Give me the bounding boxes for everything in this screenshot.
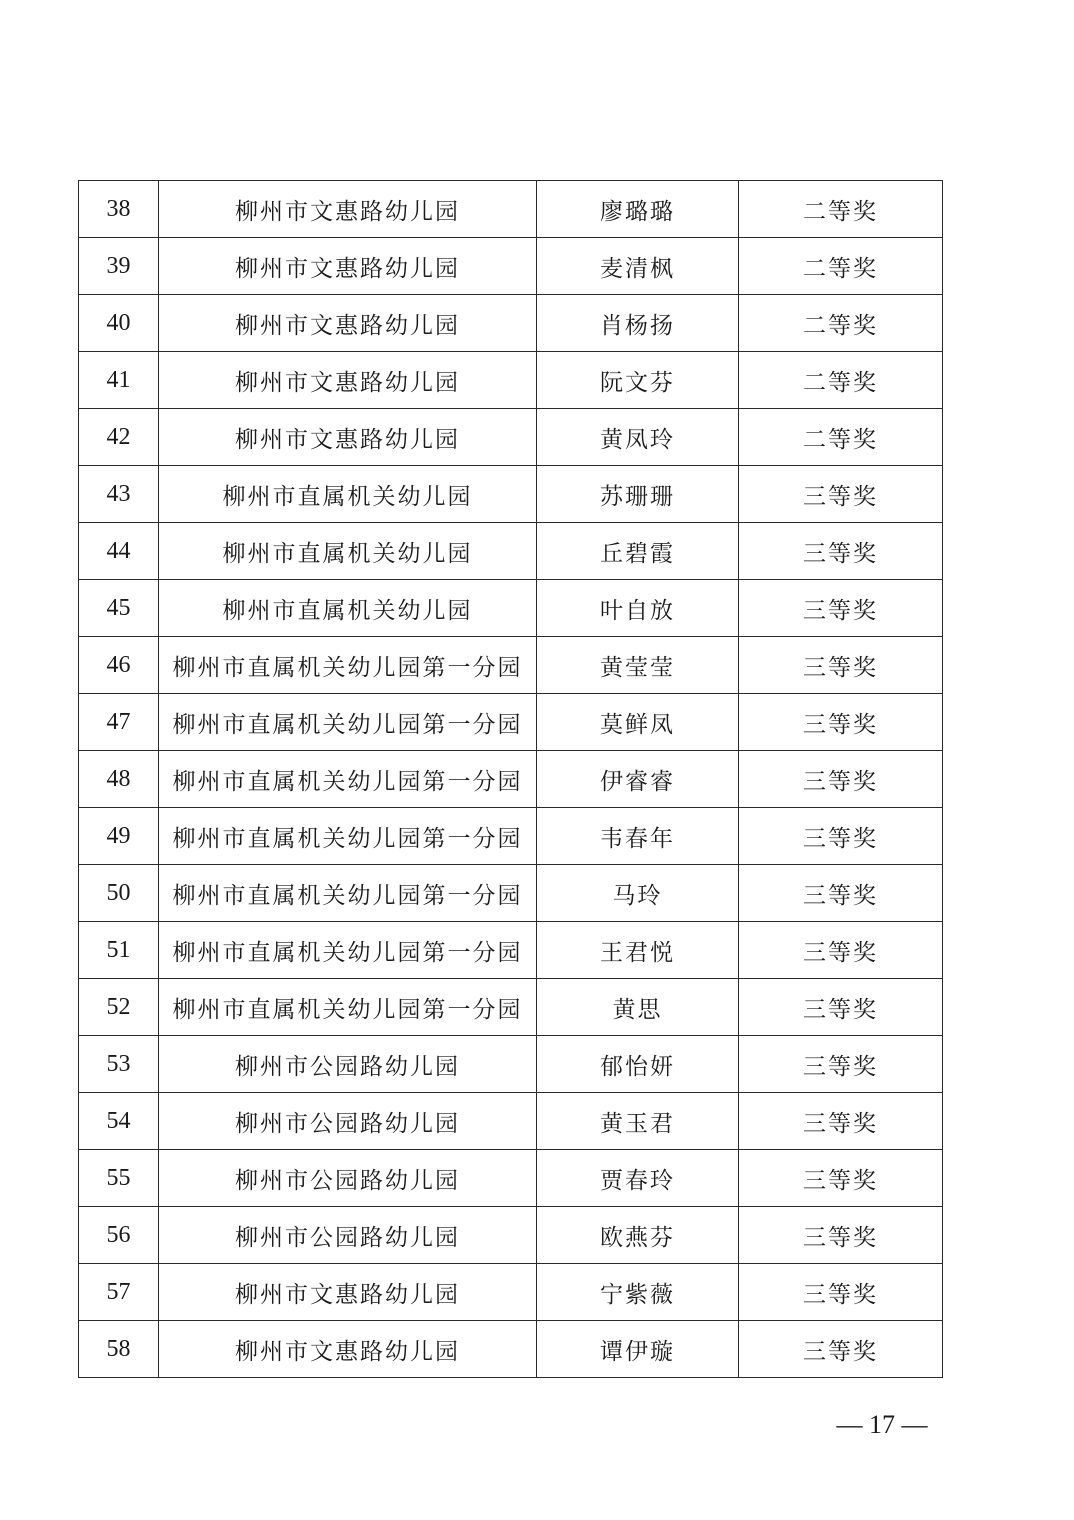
- teacher-name-cell: 阮文芬: [537, 352, 739, 409]
- teacher-name-cell: 苏珊珊: [537, 466, 739, 523]
- row-number-cell: 51: [79, 922, 159, 979]
- school-name-cell: 柳州市文惠路幼儿园: [159, 352, 537, 409]
- table-row: [79, 1207, 943, 1264]
- teacher-name-cell: 叶自放: [537, 580, 739, 637]
- award-level-cell: 三等奖: [739, 808, 943, 865]
- row-number-cell: 42: [79, 409, 159, 466]
- award-level-cell: 三等奖: [739, 922, 943, 979]
- teacher-name-cell: 贾春玲: [537, 1150, 739, 1207]
- school-name-cell: 柳州市文惠路幼儿园: [159, 1321, 537, 1378]
- row-number-cell: 47: [79, 694, 159, 751]
- row-number-cell: 57: [79, 1264, 159, 1321]
- row-number-cell: 40: [79, 295, 159, 352]
- school-name-cell: 柳州市文惠路幼儿园: [159, 238, 537, 295]
- school-name-cell: 柳州市直属机关幼儿园第一分园: [159, 922, 537, 979]
- teacher-name-cell: 肖杨扬: [537, 295, 739, 352]
- teacher-name-cell: 郁怡妍: [537, 1036, 739, 1093]
- award-level-cell: 三等奖: [739, 1321, 943, 1378]
- row-number-cell: 38: [79, 181, 159, 238]
- teacher-name-cell: 黄莹莹: [537, 637, 739, 694]
- school-name-cell: 柳州市公园路幼儿园: [159, 1207, 537, 1264]
- table-row: [79, 694, 943, 751]
- row-number-cell: 52: [79, 979, 159, 1036]
- table-row: [79, 865, 943, 922]
- page-number: — 17 —: [836, 1410, 928, 1439]
- table-row: [79, 580, 943, 637]
- teacher-name-cell: 谭伊璇: [537, 1321, 739, 1378]
- school-name-cell: 柳州市文惠路幼儿园: [159, 409, 537, 466]
- row-number-cell: 56: [79, 1207, 159, 1264]
- table-row: [79, 1093, 943, 1150]
- row-number-cell: 58: [79, 1321, 159, 1378]
- school-name-cell: 柳州市直属机关幼儿园第一分园: [159, 694, 537, 751]
- school-name-cell: 柳州市文惠路幼儿园: [159, 295, 537, 352]
- award-level-cell: 三等奖: [739, 466, 943, 523]
- award-level-cell: 二等奖: [739, 409, 943, 466]
- award-level-cell: 二等奖: [739, 295, 943, 352]
- award-level-cell: 三等奖: [739, 523, 943, 580]
- table-row: [79, 409, 943, 466]
- teacher-name-cell: 廖璐璐: [537, 181, 739, 238]
- award-table: [78, 180, 943, 1378]
- table-row: [79, 1036, 943, 1093]
- teacher-name-cell: 王君悦: [537, 922, 739, 979]
- teacher-name-cell: 宁紫薇: [537, 1264, 739, 1321]
- row-number-cell: 48: [79, 751, 159, 808]
- table-row: [79, 1150, 943, 1207]
- award-level-cell: 三等奖: [739, 865, 943, 922]
- table-row: [79, 466, 943, 523]
- row-number-cell: 53: [79, 1036, 159, 1093]
- row-number-cell: 43: [79, 466, 159, 523]
- award-level-cell: 二等奖: [739, 181, 943, 238]
- row-number-cell: 39: [79, 238, 159, 295]
- school-name-cell: 柳州市文惠路幼儿园: [159, 1264, 537, 1321]
- row-number-cell: 45: [79, 580, 159, 637]
- award-level-cell: 三等奖: [739, 694, 943, 751]
- teacher-name-cell: 莫鲜凤: [537, 694, 739, 751]
- teacher-name-cell: 麦清枫: [537, 238, 739, 295]
- school-name-cell: 柳州市直属机关幼儿园第一分园: [159, 865, 537, 922]
- table-row: [79, 922, 943, 979]
- school-name-cell: 柳州市公园路幼儿园: [159, 1036, 537, 1093]
- teacher-name-cell: 黄玉君: [537, 1093, 739, 1150]
- award-level-cell: 三等奖: [739, 751, 943, 808]
- award-table-body: [79, 181, 943, 1378]
- row-number-cell: 41: [79, 352, 159, 409]
- row-number-cell: 55: [79, 1150, 159, 1207]
- teacher-name-cell: 欧燕芬: [537, 1207, 739, 1264]
- table-row: [79, 523, 943, 580]
- table-row: [79, 1321, 943, 1378]
- teacher-name-cell: 马玲: [537, 865, 739, 922]
- table-row: [79, 637, 943, 694]
- teacher-name-cell: 丘碧霞: [537, 523, 739, 580]
- table-row: [79, 808, 943, 865]
- school-name-cell: 柳州市直属机关幼儿园: [159, 523, 537, 580]
- award-level-cell: 三等奖: [739, 1093, 943, 1150]
- award-level-cell: 三等奖: [739, 1150, 943, 1207]
- row-number-cell: 54: [79, 1093, 159, 1150]
- table-row: [79, 238, 943, 295]
- table-row: [79, 979, 943, 1036]
- school-name-cell: 柳州市直属机关幼儿园第一分园: [159, 637, 537, 694]
- table-row: [79, 1264, 943, 1321]
- teacher-name-cell: 伊睿睿: [537, 751, 739, 808]
- award-level-cell: 三等奖: [739, 979, 943, 1036]
- award-level-cell: 三等奖: [739, 1036, 943, 1093]
- table-row: [79, 181, 943, 238]
- award-level-cell: 二等奖: [739, 238, 943, 295]
- award-level-cell: 三等奖: [739, 1207, 943, 1264]
- school-name-cell: 柳州市公园路幼儿园: [159, 1093, 537, 1150]
- award-level-cell: 三等奖: [739, 580, 943, 637]
- school-name-cell: 柳州市文惠路幼儿园: [159, 181, 537, 238]
- school-name-cell: 柳州市公园路幼儿园: [159, 1150, 537, 1207]
- row-number-cell: 46: [79, 637, 159, 694]
- award-level-cell: 三等奖: [739, 637, 943, 694]
- school-name-cell: 柳州市直属机关幼儿园第一分园: [159, 979, 537, 1036]
- row-number-cell: 49: [79, 808, 159, 865]
- table-row: [79, 352, 943, 409]
- teacher-name-cell: 黄凤玲: [537, 409, 739, 466]
- school-name-cell: 柳州市直属机关幼儿园: [159, 580, 537, 637]
- teacher-name-cell: 韦春年: [537, 808, 739, 865]
- school-name-cell: 柳州市直属机关幼儿园: [159, 466, 537, 523]
- school-name-cell: 柳州市直属机关幼儿园第一分园: [159, 808, 537, 865]
- school-name-cell: 柳州市直属机关幼儿园第一分园: [159, 751, 537, 808]
- row-number-cell: 44: [79, 523, 159, 580]
- table-row: [79, 751, 943, 808]
- row-number-cell: 50: [79, 865, 159, 922]
- teacher-name-cell: 黄思: [537, 979, 739, 1036]
- award-level-cell: 二等奖: [739, 352, 943, 409]
- table-row: [79, 295, 943, 352]
- award-level-cell: 三等奖: [739, 1264, 943, 1321]
